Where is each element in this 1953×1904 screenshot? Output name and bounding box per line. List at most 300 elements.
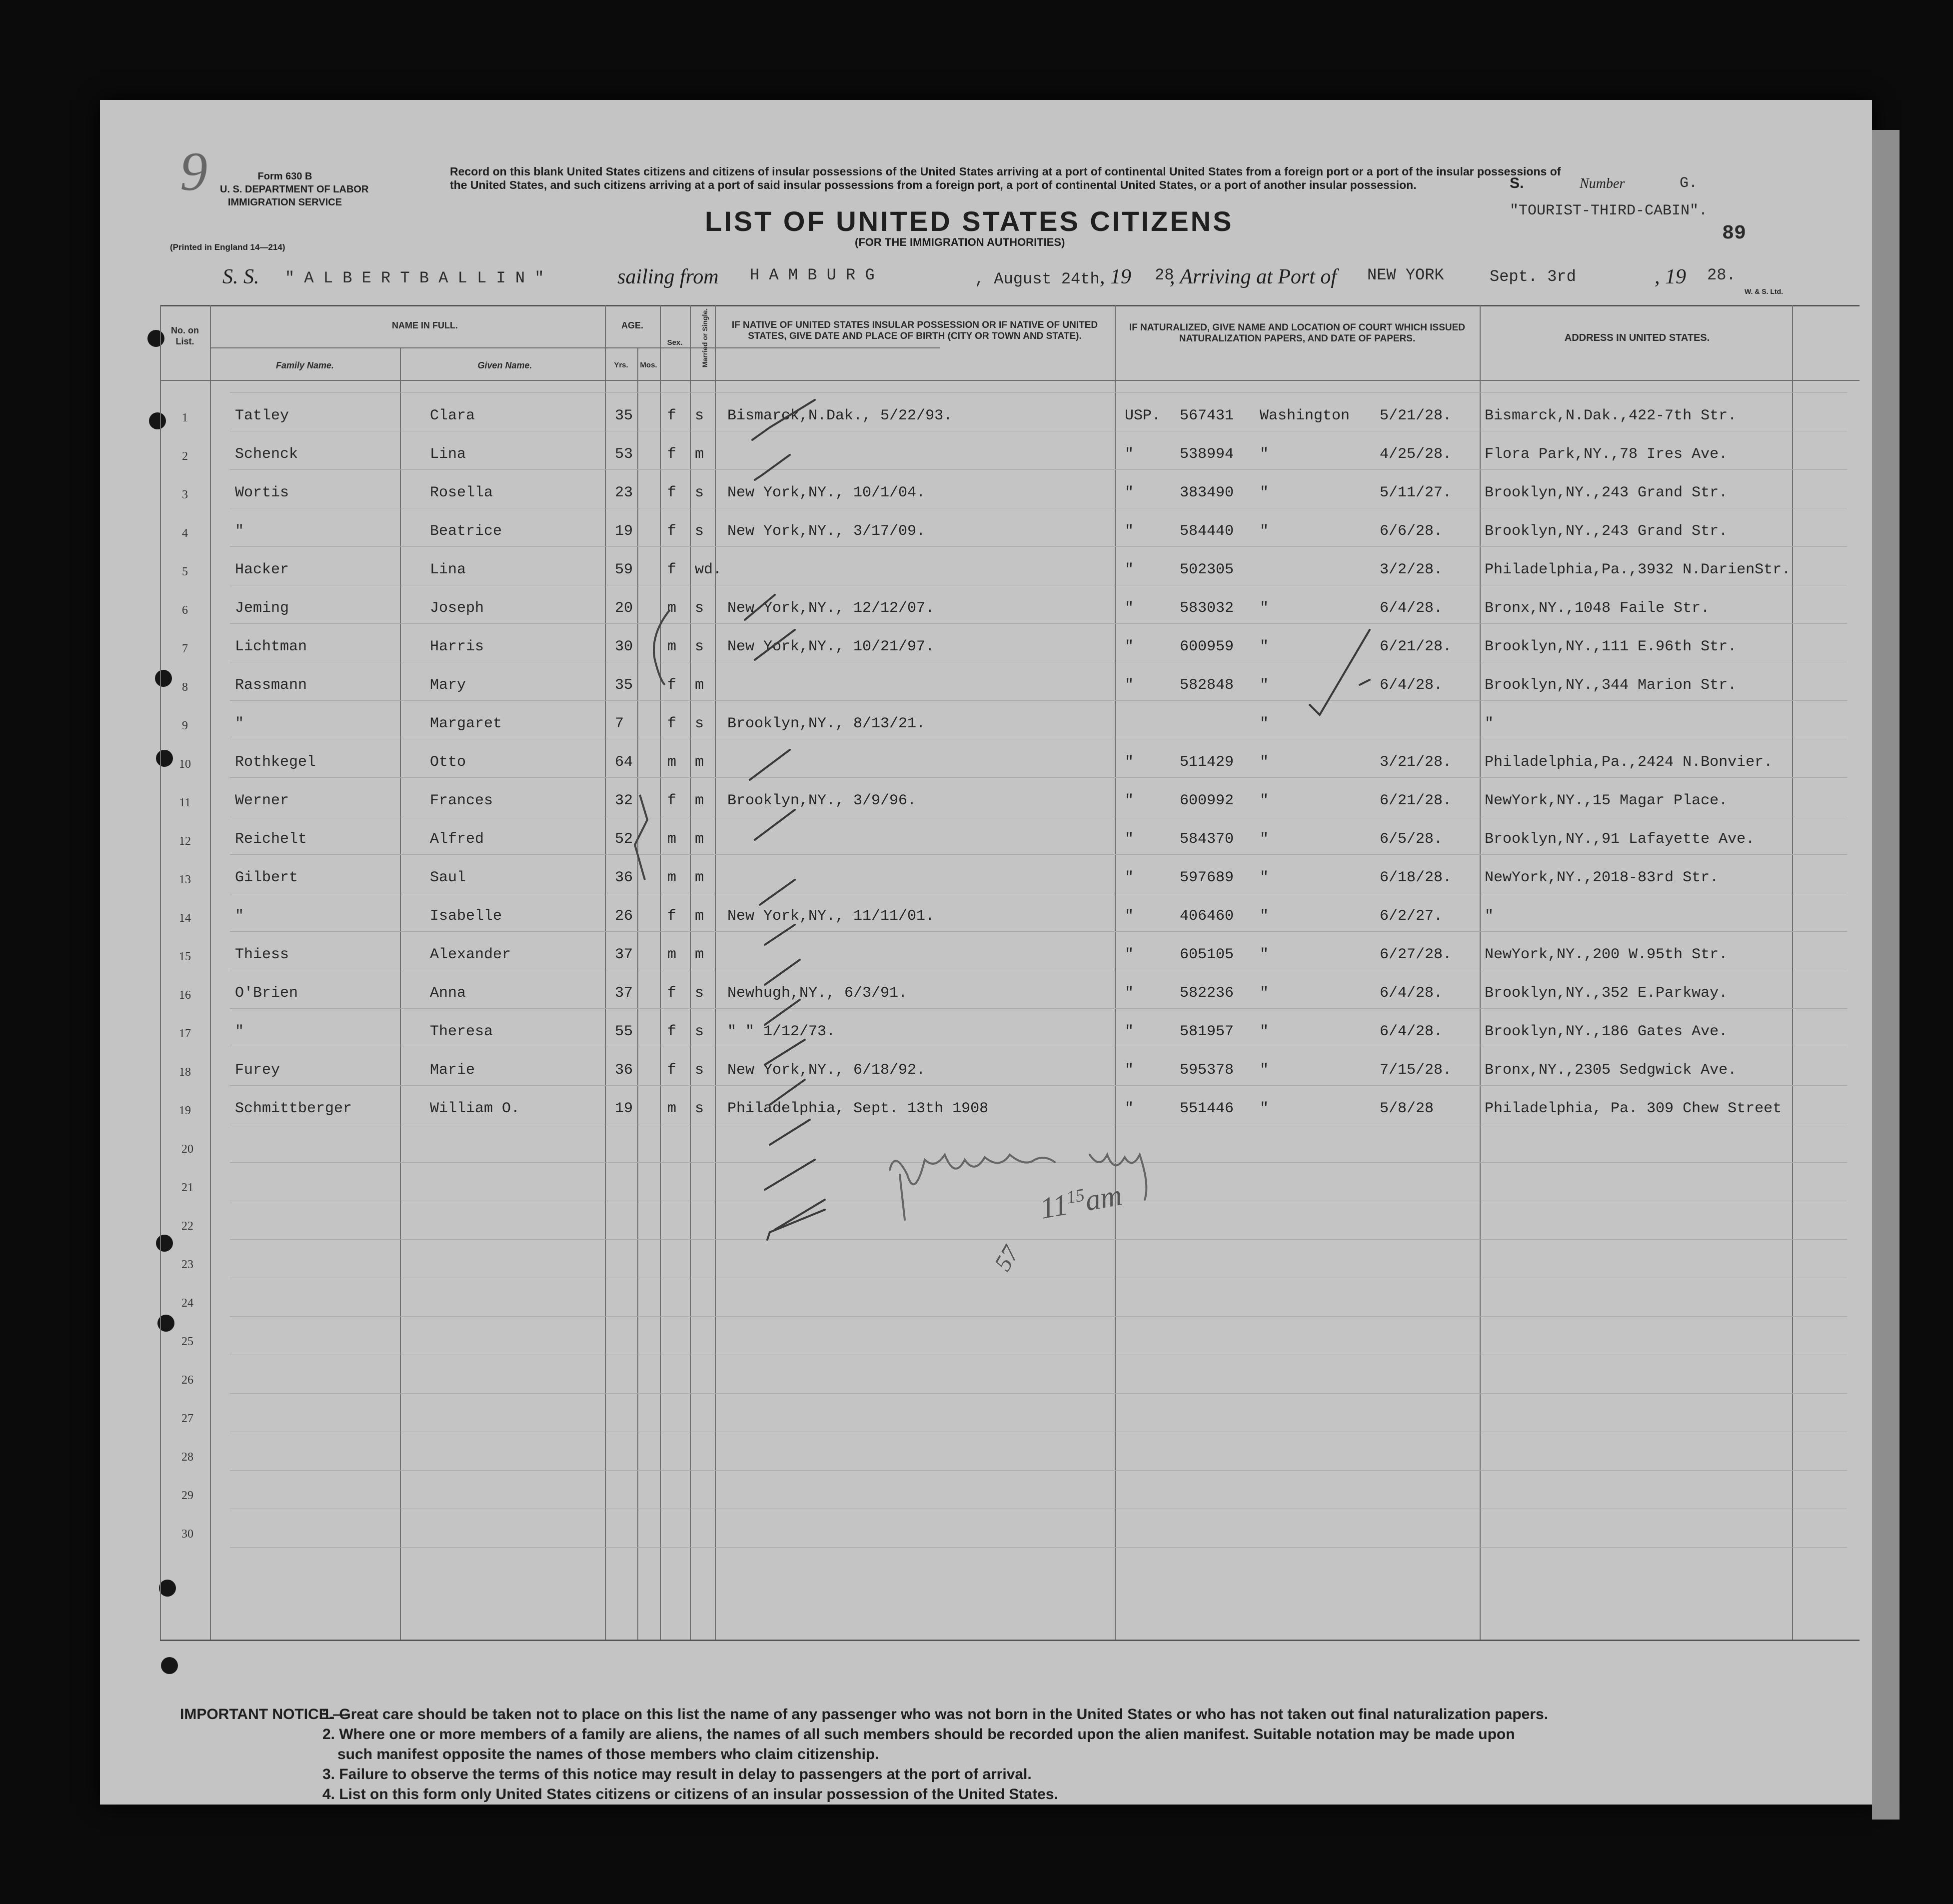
cell-birth: New York,NY., 10/21/97. xyxy=(727,638,935,655)
arrival-year-prefix: , 19 xyxy=(1655,265,1686,288)
row-number: 22 xyxy=(181,1220,193,1233)
departure-year: 28 xyxy=(1155,266,1174,284)
cell-given: Isabelle xyxy=(430,908,502,925)
cell-sex: f xyxy=(667,1062,677,1079)
cell-prefix: " xyxy=(1125,908,1134,925)
cell-cert: 581957 xyxy=(1180,1023,1234,1040)
cell-prefix: " xyxy=(1125,985,1134,1002)
header-mos: Mos. xyxy=(640,361,657,369)
cell-address: NewYork,NY.,200 W.95th Str. xyxy=(1485,946,1728,963)
cell-birth: Brooklyn,NY., 8/13/21. xyxy=(727,715,926,732)
cell-birth: New York,NY., 11/11/01. xyxy=(727,908,935,925)
cell-age: 53 xyxy=(615,446,633,463)
header-age: AGE. xyxy=(621,320,643,330)
printer-mark: W. & S. Ltd. xyxy=(1745,287,1783,295)
cell-address: Bismarck,N.Dak.,422-7th Str. xyxy=(1485,407,1737,424)
notice-label: IMPORTANT NOTICE.— xyxy=(180,1706,348,1723)
check-mark xyxy=(1360,680,1370,685)
cell-cert: 538994 xyxy=(1180,446,1234,463)
ruling-line xyxy=(230,1547,1847,1548)
cell-date: 5/11/27. xyxy=(1380,484,1452,501)
cell-prefix: " xyxy=(1125,677,1134,694)
check-mark xyxy=(775,1200,825,1230)
cell-date: 6/27/28. xyxy=(1380,946,1452,963)
row-number: 15 xyxy=(179,950,191,963)
arrival-time: $11^{15}am$ xyxy=(1037,1178,1125,1225)
cell-prefix: " xyxy=(1125,1062,1134,1079)
check-mark xyxy=(765,960,800,985)
cell-date: 6/4/28. xyxy=(1380,677,1443,694)
cell-sex: m xyxy=(667,600,677,617)
cell-family: Thiess xyxy=(235,946,289,963)
cell-prefix: " xyxy=(1125,869,1134,886)
cell-address: " xyxy=(1485,715,1494,732)
cell-court: " xyxy=(1260,908,1269,925)
row-number: 30 xyxy=(181,1528,193,1541)
cell-address: Philadelphia, Pa. 309 Chew Street xyxy=(1485,1100,1782,1117)
binder-hole xyxy=(159,1580,176,1597)
cell-sex: f xyxy=(667,446,677,463)
cell-given: Rosella xyxy=(430,484,493,501)
cell-prefix: " xyxy=(1125,600,1134,617)
cell-age: 32 xyxy=(615,792,633,809)
header-sex: Sex. xyxy=(667,338,683,347)
cell-sex: m xyxy=(667,754,677,771)
cell-ms: m xyxy=(695,831,704,848)
cell-ms: m xyxy=(695,754,704,771)
row-number: 26 xyxy=(181,1374,193,1387)
row-number: 24 xyxy=(181,1297,193,1310)
cell-sex: m xyxy=(667,946,677,963)
corner-mark: 9 xyxy=(180,141,207,202)
cell-court: Washington xyxy=(1260,407,1350,424)
check-mark xyxy=(1310,630,1370,715)
cell-court: " xyxy=(1260,523,1269,540)
cell-date: 6/21/28. xyxy=(1380,792,1452,809)
table-bottom-rule xyxy=(160,1640,1860,1641)
arrival-port: NEW YORK xyxy=(1367,266,1444,284)
cell-age: 64 xyxy=(615,754,633,771)
cell-cert: 583032 xyxy=(1180,600,1234,617)
empty-row xyxy=(100,1509,1872,1547)
header-no: No. on List. xyxy=(171,325,199,346)
header-native-birth: IF NATIVE OF UNITED STATES INSULAR POSSESSION OR IF NATIVE OF UNITED STATES, GIVE DATE AND PLACE OF BIRTH (CITY OR TOWN AND STATE). xyxy=(731,320,1098,341)
cell-family: Schenck xyxy=(235,446,298,463)
cell-given: Clara xyxy=(430,407,475,424)
header-subrule xyxy=(210,347,940,348)
cell-age: 7 xyxy=(615,715,624,732)
cell-prefix: " xyxy=(1125,638,1134,655)
row-number: 16 xyxy=(179,989,191,1002)
check-mark xyxy=(755,455,790,480)
cell-court: " xyxy=(1260,677,1269,694)
row-number: 4 xyxy=(182,527,188,540)
cell-family: Hacker xyxy=(235,561,289,578)
cell-cert: 584370 xyxy=(1180,831,1234,848)
cell-court: " xyxy=(1260,446,1269,463)
cell-prefix: USP. xyxy=(1125,407,1161,424)
header-name-in-full: NAME IN FULL. xyxy=(392,320,458,330)
arrival-date: Sept. 3rd xyxy=(1490,267,1576,286)
row-number: 7 xyxy=(182,642,188,655)
cell-address: Brooklyn,NY.,186 Gates Ave. xyxy=(1485,1023,1728,1040)
cell-sex: f xyxy=(667,715,677,732)
cell-given: William O. xyxy=(430,1100,520,1117)
cell-court: " xyxy=(1260,985,1269,1002)
check-mark xyxy=(760,880,795,905)
cell-address: Brooklyn,NY.,344 Marion Str. xyxy=(1485,677,1737,694)
cell-court: " xyxy=(1260,831,1269,848)
cell-family: " xyxy=(235,523,244,540)
cell-ms: s xyxy=(695,1100,704,1117)
cell-sex: f xyxy=(667,484,677,501)
cell-address: Philadelphia,Pa.,2424 N.Bonvier. xyxy=(1485,754,1773,771)
cell-ms: m xyxy=(695,869,704,886)
cell-prefix: " xyxy=(1125,446,1134,463)
cell-family: Gilbert xyxy=(235,869,298,886)
cell-ms: s xyxy=(695,1023,704,1040)
cell-sex: f xyxy=(667,407,677,424)
cell-age: 20 xyxy=(615,600,633,617)
page-edge xyxy=(1872,130,1900,1820)
cell-court: " xyxy=(1260,869,1269,886)
cell-given: Marie xyxy=(430,1062,475,1079)
cell-cert: 383490 xyxy=(1180,484,1234,501)
cell-sex: f xyxy=(667,1023,677,1040)
cell-age: 55 xyxy=(615,1023,633,1040)
cell-sex: m xyxy=(667,638,677,655)
cell-given: Theresa xyxy=(430,1023,493,1040)
cell-cert: 595378 xyxy=(1180,1062,1234,1079)
header-yrs: Yrs. xyxy=(614,361,628,369)
cell-date: 3/2/28. xyxy=(1380,561,1443,578)
number-label: Number xyxy=(1580,176,1625,191)
cell-cert: 600992 xyxy=(1180,792,1234,809)
cell-family: O'Brien xyxy=(235,985,298,1002)
cell-birth: " " 1/12/73. xyxy=(727,1023,836,1040)
row-number: 28 xyxy=(181,1451,193,1464)
cell-given: Alfred xyxy=(430,831,484,848)
cell-given: Beatrice xyxy=(430,523,502,540)
cell-court: " xyxy=(1260,1100,1269,1117)
header-given-name: Given Name. xyxy=(477,360,532,370)
check-mark xyxy=(752,400,815,440)
cell-family: Jeming xyxy=(235,600,289,617)
cell-age: 19 xyxy=(615,1100,633,1117)
cell-address: Brooklyn,NY.,352 E.Parkway. xyxy=(1485,985,1728,1002)
check-mark xyxy=(765,1040,805,1065)
cell-prefix: " xyxy=(1125,792,1134,809)
cell-date: 4/25/28. xyxy=(1380,446,1452,463)
empty-row xyxy=(100,1393,1872,1431)
cell-court: " xyxy=(1260,1062,1269,1079)
header-naturalized: IF NATURALIZED, GIVE NAME AND LOCATION OF COURT WHICH ISSUED NATURALIZATION PAPERS, AND DATE OF PAPERS. xyxy=(1129,322,1465,344)
cell-family: Furey xyxy=(235,1062,280,1079)
binder-hole xyxy=(161,1657,178,1674)
cell-cert: 551446 xyxy=(1180,1100,1234,1117)
cell-ms: s xyxy=(695,715,704,732)
departure-port: H A M B U R G xyxy=(750,266,875,284)
cell-date: 6/18/28. xyxy=(1380,869,1452,886)
check-mark xyxy=(750,750,790,780)
form-id: Form 630 B U. S. DEPARTMENT OF LABOR IMMIGRATION SERVICE xyxy=(220,171,369,208)
check-mark xyxy=(765,925,795,945)
cell-given: Harris xyxy=(430,638,484,655)
row-number: 13 xyxy=(179,873,191,886)
cell-court: " xyxy=(1260,792,1269,809)
cell-prefix: " xyxy=(1125,1100,1134,1117)
cell-given: Frances xyxy=(430,792,493,809)
cell-given: Mary xyxy=(430,677,466,694)
check-mark xyxy=(765,1000,800,1025)
cell-birth: Brooklyn,NY., 3/9/96. xyxy=(727,792,917,809)
cell-prefix: " xyxy=(1125,561,1134,578)
cell-ms: m xyxy=(695,677,704,694)
cell-cert: 584440 xyxy=(1180,523,1234,540)
cell-court: " xyxy=(1260,1023,1269,1040)
cell-court: " xyxy=(1260,715,1269,732)
form-instruction: Record on this blank United States citizens and citizens of insular possessions of the United States arriving at a port of continental United States from a foreign port or a port of the insular possessions of the United States, and such citizens arriving at a port of said insular possessions from a foreign port, a port of continental United States, or a port of another insular possession. xyxy=(450,165,1561,191)
cell-prefix: " xyxy=(1125,831,1134,848)
row-number: 6 xyxy=(182,604,188,617)
table-top-rule xyxy=(160,305,1860,306)
cell-sex: f xyxy=(667,677,677,694)
ss-label: S. S. xyxy=(222,265,259,288)
cell-birth: New York,NY., 10/1/04. xyxy=(727,484,926,501)
cell-date: 3/21/28. xyxy=(1380,754,1452,771)
cell-court: " xyxy=(1260,946,1269,963)
cell-family: " xyxy=(235,908,244,925)
row-number: 12 xyxy=(179,835,191,848)
cell-birth: Bismarck,N.Dak., 5/22/93. xyxy=(727,407,953,424)
cell-sex: m xyxy=(667,869,677,886)
header-address: ADDRESS IN UNITED STATES. xyxy=(1564,332,1710,343)
cell-sex: m xyxy=(667,831,677,848)
cell-cert: 406460 xyxy=(1180,908,1234,925)
cell-age: 30 xyxy=(615,638,633,655)
row-number: 21 xyxy=(181,1181,193,1194)
notice-item-2: 2. Where one or more members of a family are aliens, the names of all such members should be recorded upon the alien manifest. Suitable notation may be made upon xyxy=(322,1726,1515,1743)
cell-prefix: " xyxy=(1125,484,1134,501)
cell-family: Rothkegel xyxy=(235,754,316,771)
cell-given: Margaret xyxy=(430,715,502,732)
binder-hole xyxy=(147,330,164,347)
cell-family: Tatley xyxy=(235,407,289,424)
cell-address: NewYork,NY.,15 Magar Place. xyxy=(1485,792,1728,809)
cell-address: " xyxy=(1485,908,1494,925)
cell-date: 6/5/28. xyxy=(1380,831,1443,848)
cell-court: " xyxy=(1260,484,1269,501)
cell-family: Schmittberger xyxy=(235,1100,352,1117)
row-number: 19 xyxy=(179,1104,191,1117)
check-mark xyxy=(755,630,795,660)
cell-ms: s xyxy=(695,484,704,501)
cell-sex: f xyxy=(667,523,677,540)
page-number: 89 xyxy=(1722,222,1747,245)
cell-prefix: " xyxy=(1125,946,1134,963)
cell-given: Lina xyxy=(430,561,466,578)
departure-date: , August 24th xyxy=(975,270,1100,288)
cell-address: Flora Park,NY.,78 Ires Ave. xyxy=(1485,446,1728,463)
check-mark xyxy=(770,1120,810,1145)
header-married-single: Married or Single. xyxy=(701,308,709,368)
cell-sex: f xyxy=(667,792,677,809)
cell-birth: New York,NY., 6/18/92. xyxy=(727,1062,926,1079)
row-number: 29 xyxy=(181,1489,193,1502)
cell-ms: s xyxy=(695,638,704,655)
cell-ms: s xyxy=(695,600,704,617)
cell-ms: m xyxy=(695,908,704,925)
arrival-year: 28. xyxy=(1707,266,1736,284)
cell-age: 19 xyxy=(615,523,633,540)
check-mark xyxy=(755,810,795,840)
cell-sex: f xyxy=(667,908,677,925)
cell-date: 6/2/27. xyxy=(1380,908,1443,925)
manifest-page xyxy=(100,100,1872,1805)
cell-prefix: " xyxy=(1125,523,1134,540)
arriving-label: , Arriving at Port of xyxy=(1170,265,1337,288)
cell-family: Werner xyxy=(235,792,289,809)
cabin-class: "TOURIST-THIRD-CABIN". xyxy=(1510,202,1708,219)
cell-court: " xyxy=(1260,600,1269,617)
cell-family: " xyxy=(235,1023,244,1040)
cell-address: Brooklyn,NY.,243 Grand Str. xyxy=(1485,484,1728,501)
cell-ms: s xyxy=(695,523,704,540)
cell-sex: m xyxy=(667,1100,677,1117)
cell-age: 26 xyxy=(615,908,633,925)
cell-ms: m xyxy=(695,792,704,809)
cell-family: Wortis xyxy=(235,484,289,501)
notice-item-3: 3. Failure to observe the terms of this notice may result in delay to passengers at the port of arrival. xyxy=(322,1766,1032,1783)
cell-date: 6/4/28. xyxy=(1380,600,1443,617)
cell-given: Otto xyxy=(430,754,466,771)
cell-date: 5/8/28 xyxy=(1380,1100,1434,1117)
cell-address: Philadelphia,Pa.,3932 N.DarienStr. xyxy=(1485,561,1791,578)
cell-cert: 511429 xyxy=(1180,754,1234,771)
s-label: S. xyxy=(1510,175,1524,191)
cell-ms: s xyxy=(695,985,704,1002)
row-number: 17 xyxy=(179,1027,191,1040)
sailing-label: sailing from xyxy=(617,265,719,288)
cell-age: 35 xyxy=(615,677,633,694)
printed-note: (Printed in England 14—214) xyxy=(170,242,285,252)
cell-ms: wd. xyxy=(695,561,722,578)
cell-cert: 502305 xyxy=(1180,561,1234,578)
notice-item-2-cont: such manifest opposite the names of those members who claim citizenship. xyxy=(337,1746,879,1763)
empty-row xyxy=(100,1470,1872,1508)
cell-court: " xyxy=(1260,638,1269,655)
check-mark xyxy=(767,1210,825,1240)
cell-age: 37 xyxy=(615,946,633,963)
cell-cert: 605105 xyxy=(1180,946,1234,963)
cell-date: 6/4/28. xyxy=(1380,985,1443,1002)
cell-birth: New York,NY., 12/12/07. xyxy=(727,600,935,617)
cell-age: 23 xyxy=(615,484,633,501)
cell-cert: 600959 xyxy=(1180,638,1234,655)
row-number: 8 xyxy=(182,681,188,694)
number-value: G. xyxy=(1680,175,1698,192)
bracket-mark xyxy=(625,790,665,890)
check-mark xyxy=(770,1080,805,1105)
empty-row xyxy=(100,1355,1872,1393)
cell-address: Brooklyn,NY.,91 Lafayette Ave. xyxy=(1485,831,1755,848)
cell-ms: s xyxy=(695,1062,704,1079)
row-number: 1 xyxy=(182,411,188,424)
cell-date: 6/6/28. xyxy=(1380,523,1443,540)
cell-date: 7/15/28. xyxy=(1380,1062,1452,1079)
notice-item-1: 1. Great care should be taken not to place on this list the name of any passenger who was not born in the United States or who has not taken out final naturalization papers. xyxy=(322,1706,1549,1723)
cell-family: Rassmann xyxy=(235,677,307,694)
cell-age: 52 xyxy=(615,831,633,848)
cell-family: Lichtman xyxy=(235,638,307,655)
row-number: 9 xyxy=(182,719,188,732)
cell-given: Saul xyxy=(430,869,466,886)
cell-sex: f xyxy=(667,985,677,1002)
cell-age: 35 xyxy=(615,407,633,424)
cell-given: Alexander xyxy=(430,946,511,963)
cell-ms: m xyxy=(695,946,704,963)
cell-prefix: " xyxy=(1125,754,1134,771)
cell-family: Reichelt xyxy=(235,831,307,848)
form-title: LIST OF UNITED STATES CITIZENS xyxy=(705,205,1234,237)
row-number: 27 xyxy=(181,1412,193,1425)
row-number: 23 xyxy=(181,1258,193,1271)
row-number: 18 xyxy=(179,1066,191,1079)
cell-court: " xyxy=(1260,754,1269,771)
row-number: 2 xyxy=(182,450,188,463)
cell-cert: 597689 xyxy=(1180,869,1234,886)
cell-ms: m xyxy=(695,446,704,463)
row-number: 10 xyxy=(179,758,191,771)
handwritten-count: 57 xyxy=(989,1241,1024,1276)
cell-address: Bronx,NY.,2305 Sedgwick Ave. xyxy=(1485,1062,1737,1079)
cell-date: 6/21/28. xyxy=(1380,638,1452,655)
ship-name: " A L B E R T B A L L I N " xyxy=(285,269,544,287)
row-number: 25 xyxy=(181,1335,193,1348)
cell-given: Lina xyxy=(430,446,466,463)
empty-row xyxy=(100,1432,1872,1470)
cell-birth: New York,NY., 3/17/09. xyxy=(727,523,926,540)
row-number: 20 xyxy=(181,1143,193,1156)
cell-cert: 582236 xyxy=(1180,985,1234,1002)
cell-cert: 567431 xyxy=(1180,407,1234,424)
cell-address: Brooklyn,NY.,111 E.96th Str. xyxy=(1485,638,1737,655)
row-number: 5 xyxy=(182,565,188,578)
cell-birth: Philadelphia, Sept. 13th 1908 xyxy=(727,1100,989,1117)
cell-family: " xyxy=(235,715,244,732)
cell-address: NewYork,NY.,2018-83rd Str. xyxy=(1485,869,1719,886)
cell-age: 36 xyxy=(615,869,633,886)
form-subtitle: (FOR THE IMMIGRATION AUTHORITIES) xyxy=(855,236,1065,248)
cell-birth: Newhugh,NY., 6/3/91. xyxy=(727,985,908,1002)
row-number: 3 xyxy=(182,488,188,501)
cell-address: Bronx,NY.,1048 Faile Str. xyxy=(1485,600,1710,617)
cell-date: 6/4/28. xyxy=(1380,1023,1443,1040)
bracket-mark xyxy=(640,605,700,735)
check-mark xyxy=(765,1160,815,1190)
cell-cert: 582848 xyxy=(1180,677,1234,694)
row-number: 11 xyxy=(179,796,191,809)
cell-given: Joseph xyxy=(430,600,484,617)
cell-age: 37 xyxy=(615,985,633,1002)
cell-sex: f xyxy=(667,561,677,578)
cell-prefix: " xyxy=(1125,1023,1134,1040)
departure-year-prefix: , 19 xyxy=(1100,265,1131,288)
header-family-name: Family Name. xyxy=(275,360,334,370)
cell-age: 36 xyxy=(615,1062,633,1079)
cell-date: 5/21/28. xyxy=(1380,407,1452,424)
cell-given: Anna xyxy=(430,985,466,1002)
